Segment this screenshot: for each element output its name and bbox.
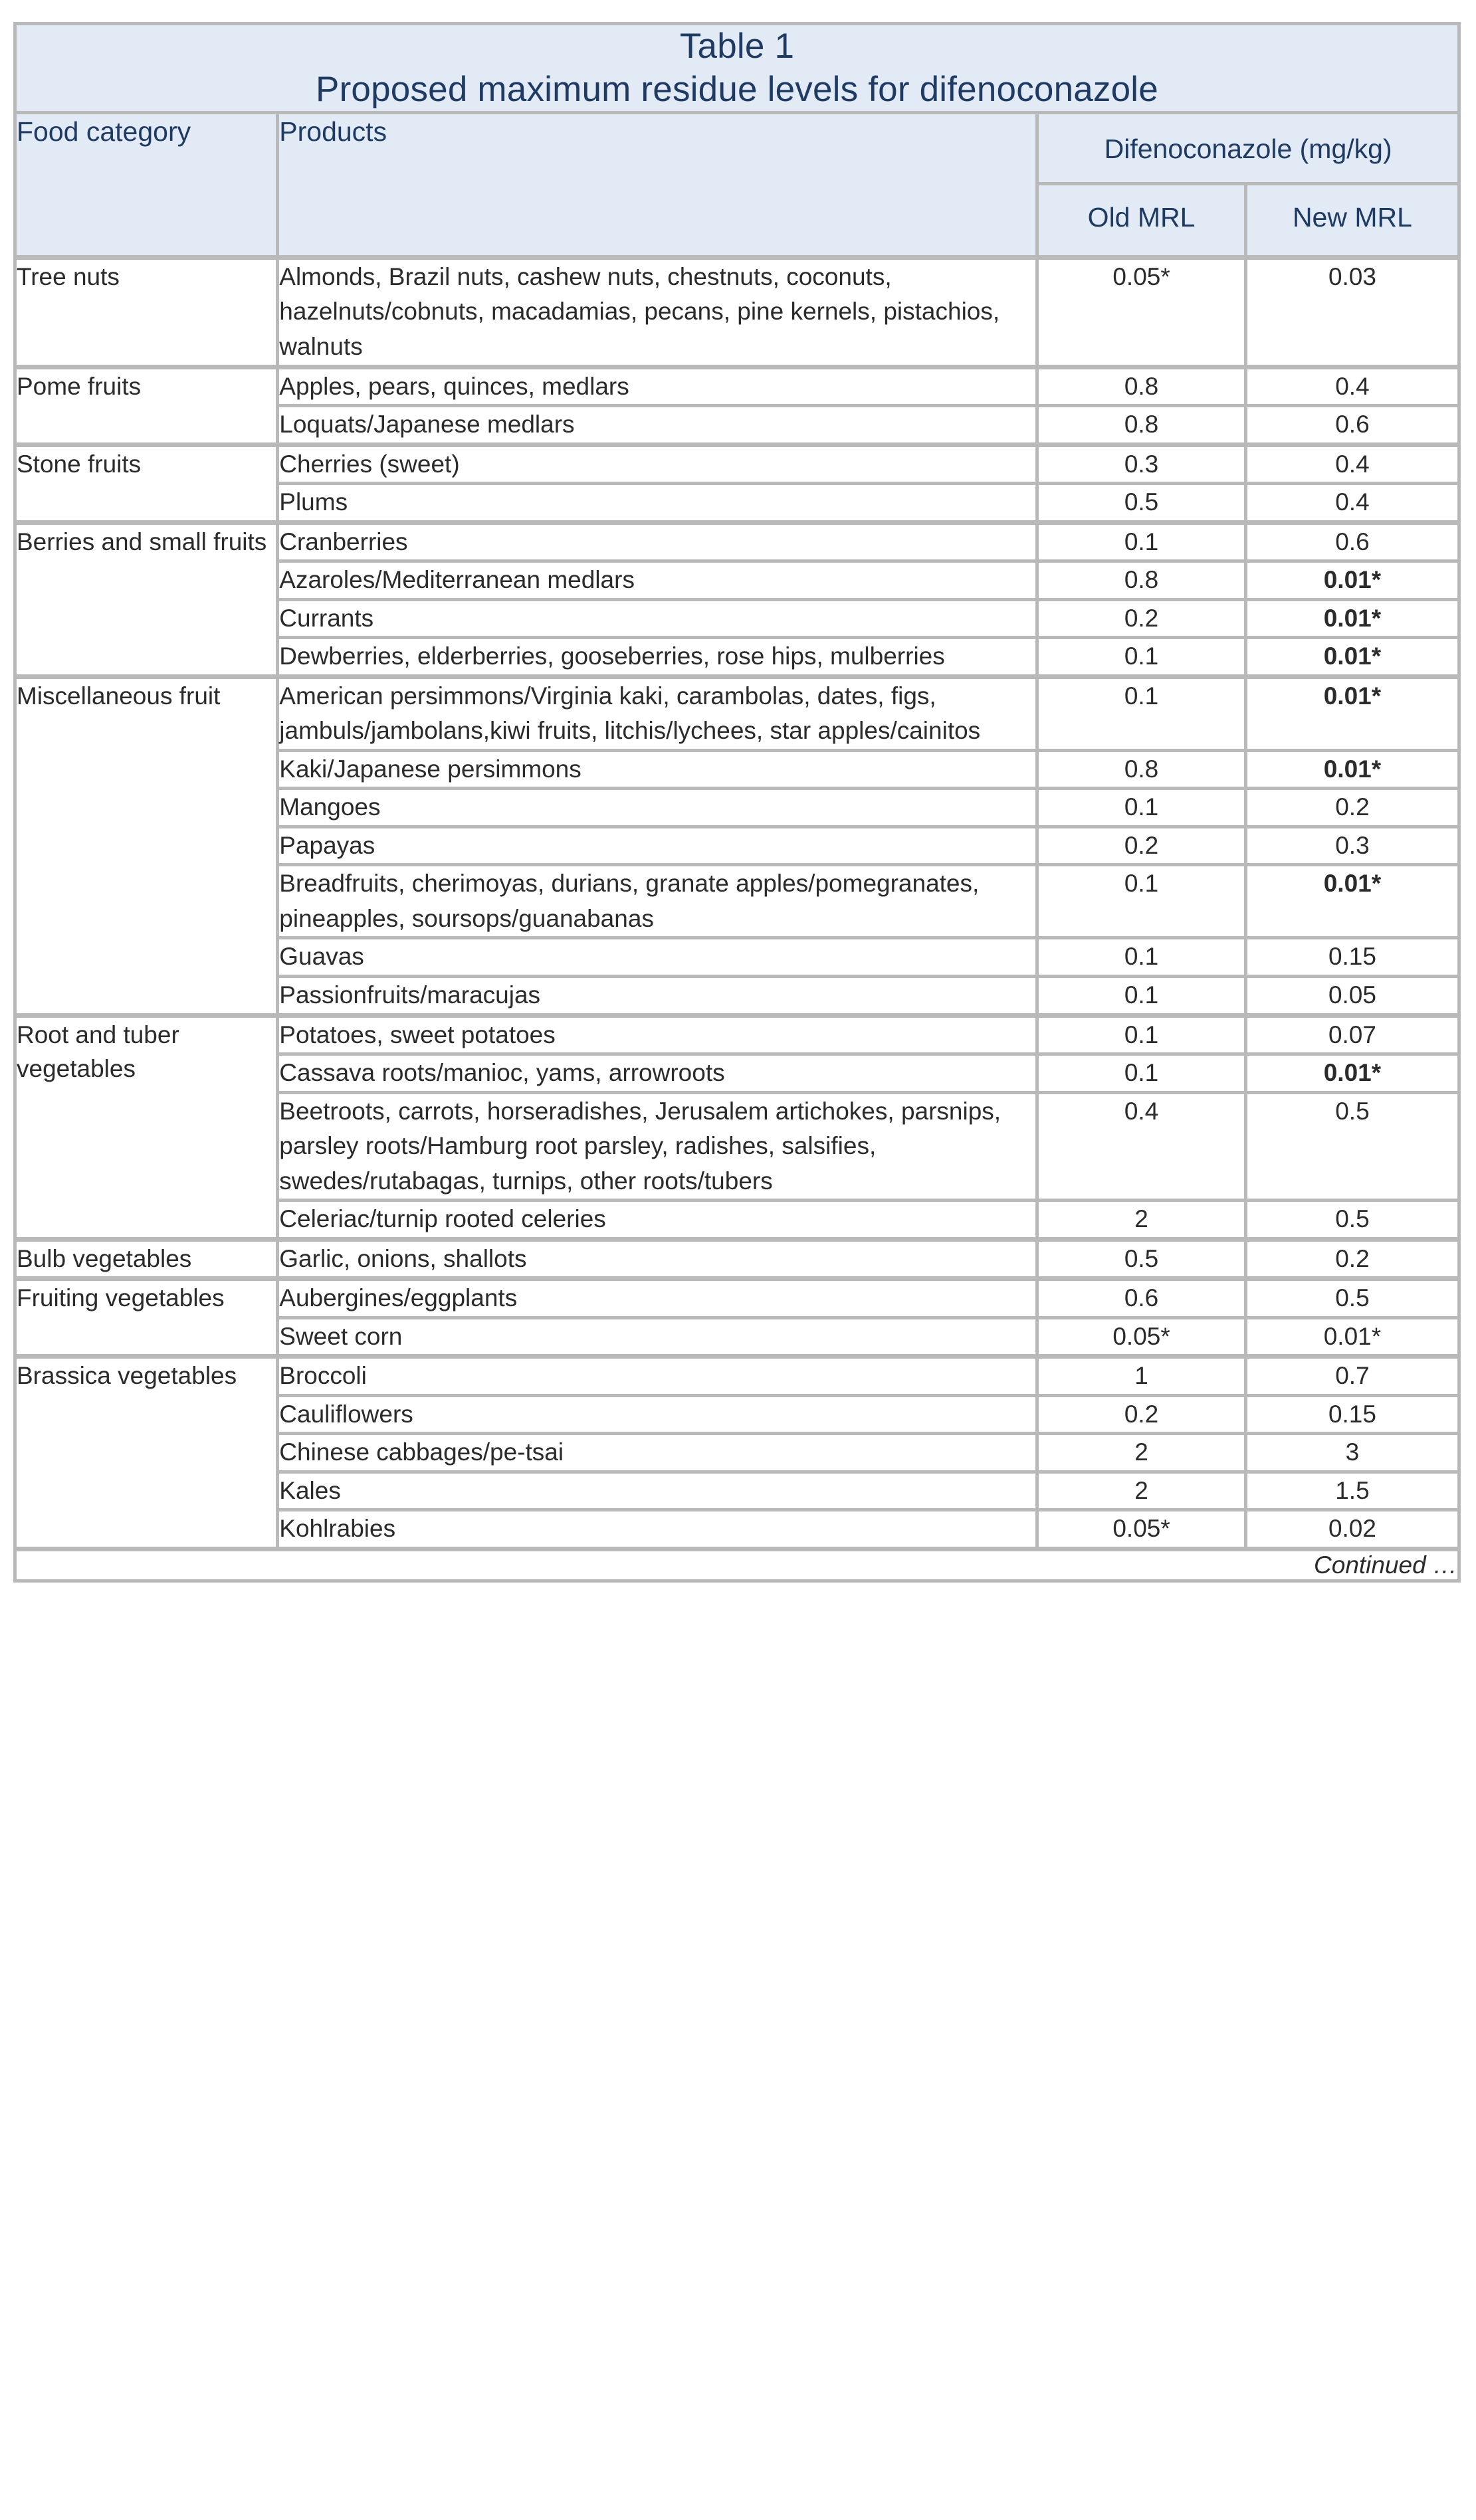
new-mrl-cell: 0.5	[1245, 1201, 1459, 1240]
new-mrl-cell: 0.03	[1245, 257, 1459, 367]
table-title-line-2: Proposed maximum residue levels for difenoconazole	[316, 69, 1158, 109]
products-cell: American persimmons/Virginia kaki, carambolas, dates, figs, jambuls/jambolans,kiwi fruits, litchis/lychees, star apples/cainitos	[278, 676, 1037, 750]
old-mrl-cell: 0.2	[1037, 599, 1246, 638]
new-mrl-cell: 0.2	[1245, 789, 1459, 827]
products-cell: Cauliflowers	[278, 1395, 1037, 1434]
old-mrl-cell: 0.1	[1037, 638, 1246, 677]
new-mrl-cell: 0.05	[1245, 977, 1459, 1016]
column-header-new-mrl: New MRL	[1245, 183, 1459, 257]
table-row	[15, 367, 1459, 406]
food-category-cell: Berries and small fruits	[15, 522, 278, 676]
new-mrl-cell: 0.01*	[1245, 676, 1459, 750]
column-header-old-mrl: Old MRL	[1037, 183, 1246, 257]
food-category-cell: Fruiting vegetables	[15, 1279, 278, 1357]
products-cell: Chinese cabbages/pe-tsai	[278, 1434, 1037, 1472]
old-mrl-cell: 0.8	[1037, 561, 1246, 600]
products-cell: Apples, pears, quinces, medlars	[278, 367, 1037, 406]
products-cell: Dewberries, elderberries, gooseberries, rose hips, mulberries	[278, 638, 1037, 677]
old-mrl-cell: 0.6	[1037, 1279, 1246, 1318]
old-mrl-cell: 0.5	[1037, 484, 1246, 523]
old-mrl-cell: 0.3	[1037, 444, 1246, 484]
new-mrl-cell: 0.02	[1245, 1510, 1459, 1549]
new-mrl-cell: 0.01*	[1245, 638, 1459, 677]
products-cell: Guavas	[278, 938, 1037, 977]
old-mrl-cell: 2	[1037, 1434, 1246, 1472]
products-cell: Azaroles/Mediterranean medlars	[278, 561, 1037, 600]
products-cell: Mangoes	[278, 789, 1037, 827]
old-mrl-cell: 0.5	[1037, 1239, 1246, 1279]
new-mrl-cell: 0.3	[1245, 826, 1459, 865]
products-cell: Almonds, Brazil nuts, cashew nuts, chestnuts, coconuts, hazelnuts/cobnuts, macadamias, pecans, pine kernels, pistachios, walnuts	[278, 257, 1037, 367]
old-mrl-cell: 0.05*	[1037, 1510, 1246, 1549]
continued-note: Continued …	[15, 1549, 1459, 1581]
products-cell: Papayas	[278, 826, 1037, 865]
products-cell: Beetroots, carrots, horseradishes, Jerusalem artichokes, parsnips, parsley roots/Hamburg root parsley, radishes, salsifies, swedes/rutabagas, turnips, other roots/tubers	[278, 1092, 1037, 1201]
new-mrl-cell: 0.2	[1245, 1239, 1459, 1279]
new-mrl-cell: 0.4	[1245, 444, 1459, 484]
old-mrl-cell: 0.1	[1037, 522, 1246, 561]
table-footer-row	[15, 1549, 1459, 1581]
products-cell: Cherries (sweet)	[278, 444, 1037, 484]
products-cell: Cranberries	[278, 522, 1037, 561]
products-cell: Currants	[278, 599, 1037, 638]
old-mrl-cell: 0.05*	[1037, 1317, 1246, 1357]
old-mrl-cell: 0.1	[1037, 1054, 1246, 1093]
new-mrl-cell: 0.15	[1245, 1395, 1459, 1434]
products-cell: Broccoli	[278, 1357, 1037, 1396]
old-mrl-cell: 0.4	[1037, 1092, 1246, 1201]
old-mrl-cell: 0.2	[1037, 1395, 1246, 1434]
old-mrl-cell: 1	[1037, 1357, 1246, 1396]
old-mrl-cell: 0.1	[1037, 1015, 1246, 1054]
products-cell: Garlic, onions, shallots	[278, 1239, 1037, 1279]
new-mrl-cell: 0.01*	[1245, 750, 1459, 789]
products-cell: Aubergines/eggplants	[278, 1279, 1037, 1318]
old-mrl-cell: 0.1	[1037, 977, 1246, 1016]
column-header-difenoconazole-group: Difenoconazole (mg/kg)	[1037, 113, 1459, 183]
new-mrl-cell: 0.5	[1245, 1279, 1459, 1318]
new-mrl-cell: 0.15	[1245, 938, 1459, 977]
old-mrl-cell: 0.05*	[1037, 257, 1246, 367]
products-cell: Potatoes, sweet potatoes	[278, 1015, 1037, 1054]
products-cell: Kales	[278, 1472, 1037, 1510]
new-mrl-cell: 0.7	[1245, 1357, 1459, 1396]
table-body	[15, 257, 1459, 1549]
table-title-line-1: Table 1	[679, 27, 795, 66]
table-title	[15, 24, 1459, 113]
old-mrl-cell: 0.2	[1037, 826, 1246, 865]
old-mrl-cell: 0.8	[1037, 406, 1246, 445]
old-mrl-cell: 0.1	[1037, 789, 1246, 827]
food-category-cell: Tree nuts	[15, 257, 278, 367]
table-row	[15, 1357, 1459, 1396]
new-mrl-cell: 3	[1245, 1434, 1459, 1472]
food-category-cell: Miscellaneous fruit	[15, 676, 278, 1015]
food-category-cell: Pome fruits	[15, 367, 278, 444]
old-mrl-cell: 2	[1037, 1472, 1246, 1510]
old-mrl-cell: 0.8	[1037, 367, 1246, 406]
new-mrl-cell: 0.01*	[1245, 561, 1459, 600]
new-mrl-cell: 0.5	[1245, 1092, 1459, 1201]
new-mrl-cell: 0.6	[1245, 522, 1459, 561]
products-cell: Plums	[278, 484, 1037, 523]
table-row	[15, 676, 1459, 750]
food-category-cell: Root and tuber vegetables	[15, 1015, 278, 1239]
products-cell: Breadfruits, cherimoyas, durians, granate apples/pomegranates, pineapples, soursops/guanabanas	[278, 865, 1037, 938]
new-mrl-cell: 0.01*	[1245, 599, 1459, 638]
new-mrl-cell: 0.6	[1245, 406, 1459, 445]
table-row	[15, 1015, 1459, 1054]
column-header-food-category: Food category	[15, 113, 278, 258]
table-title-row	[15, 24, 1459, 113]
table-foot	[15, 1549, 1459, 1581]
food-category-cell: Bulb vegetables	[15, 1239, 278, 1279]
table-row	[15, 257, 1459, 367]
new-mrl-cell: 0.01*	[1245, 865, 1459, 938]
table-head	[15, 24, 1459, 258]
table-row	[15, 1279, 1459, 1318]
food-category-cell: Stone fruits	[15, 444, 278, 522]
table-row	[15, 522, 1459, 561]
products-cell: Passionfruits/maracujas	[278, 977, 1037, 1016]
old-mrl-cell: 0.8	[1037, 750, 1246, 789]
new-mrl-cell: 0.4	[1245, 367, 1459, 406]
products-cell: Loquats/Japanese medlars	[278, 406, 1037, 445]
new-mrl-cell: 0.01*	[1245, 1054, 1459, 1093]
column-header-row-primary	[15, 113, 1459, 183]
products-cell: Cassava roots/manioc, yams, arrowroots	[278, 1054, 1037, 1093]
new-mrl-cell: 0.07	[1245, 1015, 1459, 1054]
old-mrl-cell: 2	[1037, 1201, 1246, 1240]
products-cell: Kaki/Japanese persimmons	[278, 750, 1037, 789]
mrl-table	[13, 22, 1461, 1583]
new-mrl-cell: 0.01*	[1245, 1317, 1459, 1357]
column-header-products: Products	[278, 113, 1037, 258]
new-mrl-cell: 1.5	[1245, 1472, 1459, 1510]
products-cell: Sweet corn	[278, 1317, 1037, 1357]
food-category-cell: Brassica vegetables	[15, 1357, 278, 1549]
products-cell: Kohlrabies	[278, 1510, 1037, 1549]
old-mrl-cell: 0.1	[1037, 865, 1246, 938]
table-row	[15, 1239, 1459, 1279]
old-mrl-cell: 0.1	[1037, 938, 1246, 977]
products-cell: Celeriac/turnip rooted celeries	[278, 1201, 1037, 1240]
table-row	[15, 444, 1459, 484]
old-mrl-cell: 0.1	[1037, 676, 1246, 750]
new-mrl-cell: 0.4	[1245, 484, 1459, 523]
